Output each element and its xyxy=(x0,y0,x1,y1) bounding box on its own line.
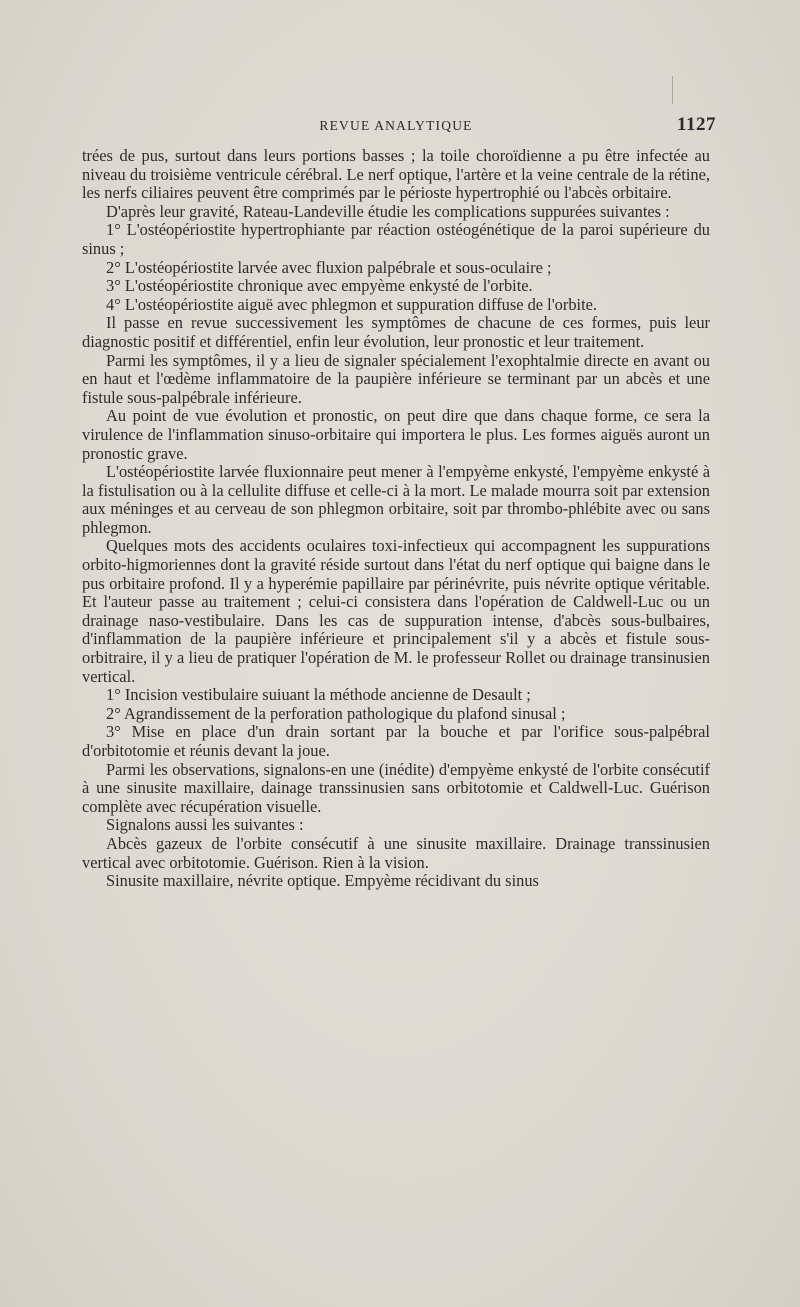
page-number: 1127 xyxy=(677,114,716,135)
paragraph-4: Parmi les symptômes, il y a lieu de signaler spécialement l'exophtalmie directe en avant ou en haut et l'œdème inflammatoire de la paupière inférieure se terminant par un abcès et une fistule sous-palpébrale inférieure. xyxy=(82,350,710,407)
paragraph-6: L'ostéopériostite larvée fluxionnaire peut mener à l'empyème enkysté, l'empyème enkysté à la fistulisation ou à la cellulite diffuse et celle-ci à la mort. Le malade mourra soit par extension aux méninges et au cerveau de son phlegmon orbitaire, soit par thrombo-phlébite avec ou sans phlegmon. xyxy=(82,462,710,537)
paragraph-9: Signalons aussi les suivantes : xyxy=(106,815,304,835)
list-item-3: 3° L'ostéopériostite chronique avec empyème enkysté de l'orbite. xyxy=(106,276,533,296)
paragraph-2: D'après leur gravité, Rateau-Landeville étudie les complications suppurées suivantes : xyxy=(106,201,670,221)
step-1: 1° Incision vestibulaire suiuant la méthode ancienne de Desault ; xyxy=(106,685,531,705)
page-header xyxy=(82,114,716,140)
paragraph-8: Parmi les observations, signalons-en une (inédite) d'empyème enkysté de l'orbite consécutif à une sinusite maxillaire, dainage transsinusien sans orbitotomie et Caldwell-Luc. Guérison complète avec récupération visuelle. xyxy=(82,759,710,816)
paragraph-10: Abcès gazeux de l'orbite consécutif à une sinusite maxillaire. Drainage transsinusien vertical avec orbitotomie. Guérison. Rien à la vision. xyxy=(82,833,710,872)
list-item-1: 1° L'ostéopériostite hypertrophiante par réaction ostéogénétique de la paroi supérieure du sinus ; xyxy=(82,220,710,258)
body-text xyxy=(82,147,710,891)
list-item-4: 4° L'ostéopériostite aiguë avec phlegmon et suppuration diffuse de l'orbite. xyxy=(106,294,597,314)
paragraph-3: Il passe en revue successivement les symptômes de chacune de ces formes, puis leur diagnostic positif et différentiel, enfin leur évolution, leur pronostic et leur traitement. xyxy=(82,313,710,351)
step-3: 3° Mise en place d'un drain sortant par la bouche et par l'orifice sous-palpébral d'orbitotomie et réunis devant la joue. xyxy=(82,722,710,760)
list-item-2: 2° L'ostéopériostite larvée avec fluxion palpébrale et sous-oculaire ; xyxy=(106,257,552,277)
running-title: REVUE ANALYTIQUE xyxy=(319,118,473,133)
paragraph-7: Quelques mots des accidents oculaires toxi-infectieux qui accompagnent les suppurations orbito-higmoriennes dont la gravité réside surtout dans l'état du nerf optique qui baigne dans le pus orbitaire profond. Il y a hyperémie papillaire par périnévrite, puis névrite optique véritable. Et l'auteur passe au traitement ; celui-ci consistera dans l'opération de Caldwell-Luc ou un drainage naso-vestibulaire. Dans les cas de suppuration intense, d'abcès sous-bulbaires, d'inflammation de la paupière inférieure et principalement s'il y a abcès et fistule sous-orbitraire, il y a lieu de pratiquer l'opération de M. le professeur Rollet ou drainage transinusien vertical. xyxy=(82,536,710,686)
scan-mark xyxy=(672,76,673,104)
step-2: 2° Agrandissement de la perforation pathologique du plafond sinusal ; xyxy=(106,703,566,723)
paragraph-11: Sinusite maxillaire, névrite optique. Empyème récidivant du sinus xyxy=(106,871,539,891)
paragraph-1: trées de pus, surtout dans leurs portions basses ; la toile choroïdienne a pu être infectée au niveau du troisième ventricule cérébral. Le nerf optique, l'artère et la veine centrale de la rétine, les nerfs ciliaires peuvent être comprimés par le périoste hypertrophié ou l'abcès orbitaire. xyxy=(82,146,710,203)
paragraph-5: Au point de vue évolution et pronostic, on peut dire que dans chaque forme, ce sera la virulence de l'inflammation sinuso-orbitaire qui importera le plus. Les formes aiguës auront un pronostic grave. xyxy=(82,406,710,463)
